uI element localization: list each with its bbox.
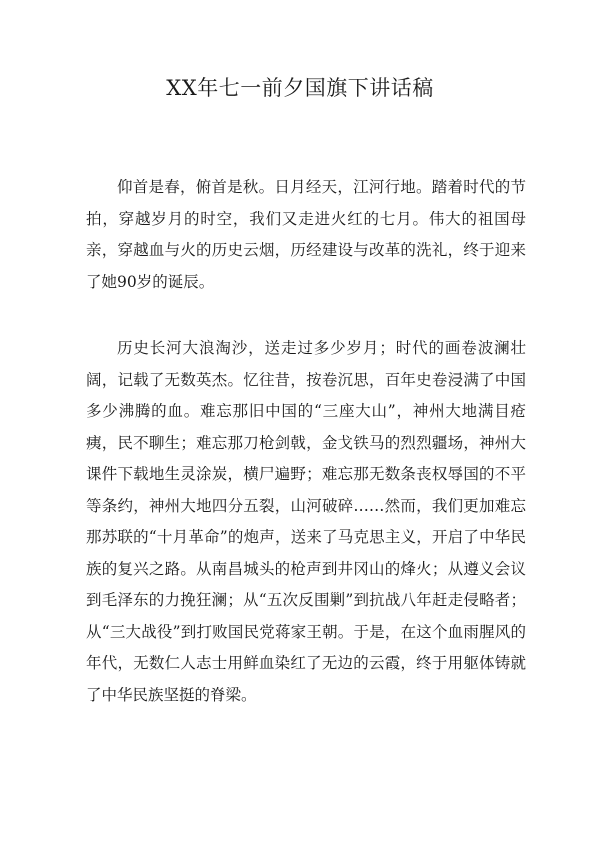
paragraph-1: 仰首是春，俯首是秋。日月经天，江河行地。踏着时代的节拍，穿越岁月的时空，我们又走进火红的七月。伟大的祖国母亲，穿越血与火的历史云烟，历经建设与改革的洗礼，终于迎来了她90岁的诞辰。: [86, 178, 526, 291]
paragraph-2: 历史长河大浪淘沙，送走过多少岁月；时代的画卷波澜壮阔，记载了无数英杰。忆往昔，按卷沉思，百年史卷浸满了中国多少沸腾的血。难忘那旧中国的“三座大山”，神州大地满目疮痍，民不聊生；难忘那刀枪剑戟，金戈铁马的烈烈疆场，神州大课件下载地生灵涂炭，横尸遍野；难忘那无数条丧权辱国的不平等条约，神州大地四分五裂，山河破碎……然而，我们更加难忘那苏联的“十月革命”的炮声，送来了马克思主义，开启了中华民族的复兴之路。从南昌城头的枪声到井冈山的烽火；从遵义会议到毛泽东的力挽狂澜；从“五次反围剿”到抗战八年赶走侵略者；从“三大战役”到打败国民党蒋家王朝。于是，在这个血雨腥风的年代，无数仁人志士用鲜血染红了无边的云霞，终于用躯体铸就了中华民族坚挺的脊梁。: [86, 339, 526, 704]
page-title: XX年七一前夕国旗下讲话稿: [166, 76, 434, 100]
